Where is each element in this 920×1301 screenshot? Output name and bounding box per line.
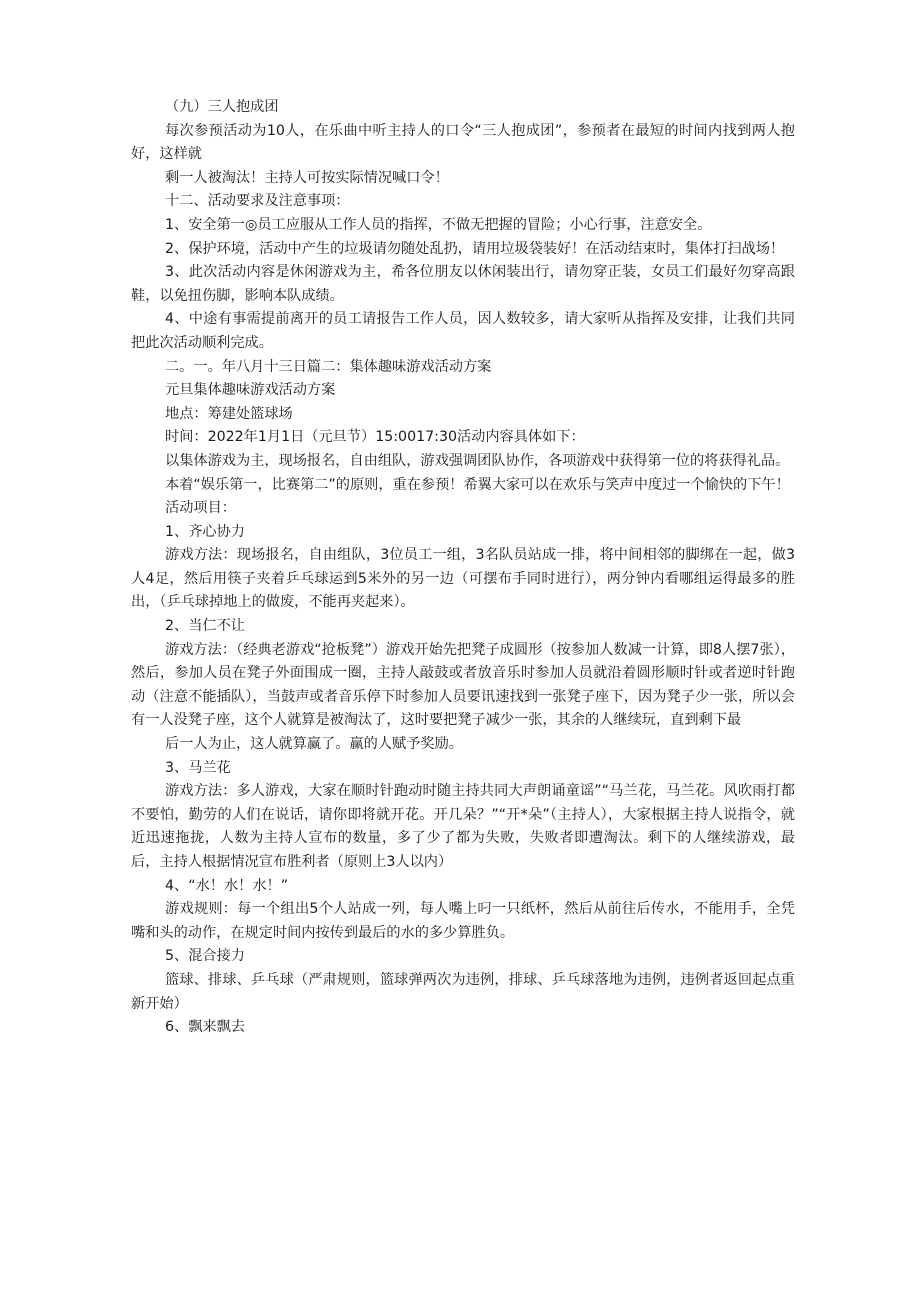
section-heading-requirements: 十二、活动要求及注意事项： <box>165 193 350 210</box>
list-item: 2、保护环境，活动中产生的垃圾请勿随处乱扔，请用垃圾袋装好！在活动结束时，集体打扫战场！ <box>165 240 785 257</box>
location-line: 地点：筹建处篮球场 <box>165 405 293 422</box>
section-heading-activities: 活动项目： <box>165 500 236 517</box>
activity-description: 篮球、排球、乒乓球（严肃规则，篮球弹两次为违例，排球、乒乓球落地为违例，违例者返回起点重新开始） <box>131 971 795 1012</box>
paragraph: 以集体游戏为主，现场报名，自由组队，游戏强调团队协作，各项游戏中获得第一位的将获得礼品。 <box>165 452 790 469</box>
activity-description: 游戏方法：（经典老游戏“抢板凳”）游戏开始先把凳子成圆形（按参加人数减一计算，即8人摆7张），然后，参加人员在凳子外面围成一圈，主持人敲鼓或者放音乐时参加人员就沿着圆形顺时针或者逆时针跑动（注意不能插队），当鼓声或者音乐停下时参加人员要讯速找到一张凳子座下，因为凳子少一张，所以会有一人没凳子座，这个人就算是被淘汰了，这时要把凳子减少一张，其余的人继续玩，直到剩下最 <box>131 641 795 729</box>
paragraph: 后一人为止，这人就算赢了。赢的人赋予奖励。 <box>165 736 463 753</box>
activity-description: 游戏方法：多人游戏，大家在顺时针跑动时随主持共同大声朗诵童谣”“马兰花，马兰花。风吹雨打都不要怕，勤劳的人们在说话，请你即将就开花。开几朵？”“开*朵”（主持人），大家根据主持人说指令，就近迅速拖拢，人数为主持人宣布的数量，多了少了都为失败，失败者即遭淘汰。剩下的人继续游戏，最后，主持人根据情况宣布胜利者（原则上3人以内） <box>131 783 795 870</box>
list-item: 4、中途有事需提前离开的员工请报告工作人员，因人数较多，请大家听从指挥及安排，让我们共同把此次活动顺利完成。 <box>131 311 795 351</box>
document-title: 元旦集体趣味游戏活动方案 <box>165 382 336 399</box>
section-heading-three-people-hug: （九）三人抱成团 <box>165 99 279 115</box>
activity-heading: 2、当仁不让 <box>165 618 245 635</box>
paragraph: 剩一人被淘汰！主持人可按实际情况喊口令！ <box>165 169 449 186</box>
activity-description: 游戏规则：每一个组出5个人站成一列，每人嘴上叼一只纸杯，然后从前往后传水，不能用手，全凭嘴和头的动作，在规定时间内按传到最后的水的多少算胜负。 <box>131 901 795 941</box>
activity-heading: 3、马兰花 <box>165 759 231 776</box>
time-line: 时间：2022年1月1日（元旦节）15:0017:30活动内容具体如下： <box>165 429 585 446</box>
activity-heading: 5、混合接力 <box>165 948 245 965</box>
date-heading: 二。一。年八月十三日篇二：集体趣味游戏活动方案 <box>165 358 492 375</box>
list-item: 1、安全第一◎员工应服从工作人员的指挥，不做无把握的冒险；小心行事，注意安全。 <box>165 216 712 233</box>
list-item: 3、此次活动内容是休闲游戏为主，希各位朋友以休闲装出行，请勿穿正装，女员工们最好勿穿高跟鞋，以免扭伤脚，影响本队成绩。 <box>131 264 795 304</box>
paragraph: 每次参预活动为10人，在乐曲中听主持人的口令“三人抱成团”，参预者在最短的时间内找到两人抱好，这样就 <box>131 122 795 163</box>
document-body <box>131 96 795 1040</box>
activity-heading: 6、飘来飘去 <box>165 1019 245 1036</box>
activity-heading: 4、“水！水！水！” <box>165 877 289 894</box>
activity-heading: 1、齐心协力 <box>165 523 245 540</box>
paragraph: 本着“娱乐第一，比赛第二”的原则，重在参预！希翼大家可以在欢乐与笑声中度过一个愉快的下午！ <box>165 476 790 493</box>
activity-description: 游戏方法：现场报名，自由组队，3位员工一组，3名队员站成一排，将中间相邻的脚绑在一起，做3人4足，然后用筷子夹着乒乓球运到5米外的另一边（可摆布手同时进行），两分钟内看哪组运得最多的胜出，（乒乓球掉地上的做废，不能再夹起来）。 <box>131 547 795 611</box>
